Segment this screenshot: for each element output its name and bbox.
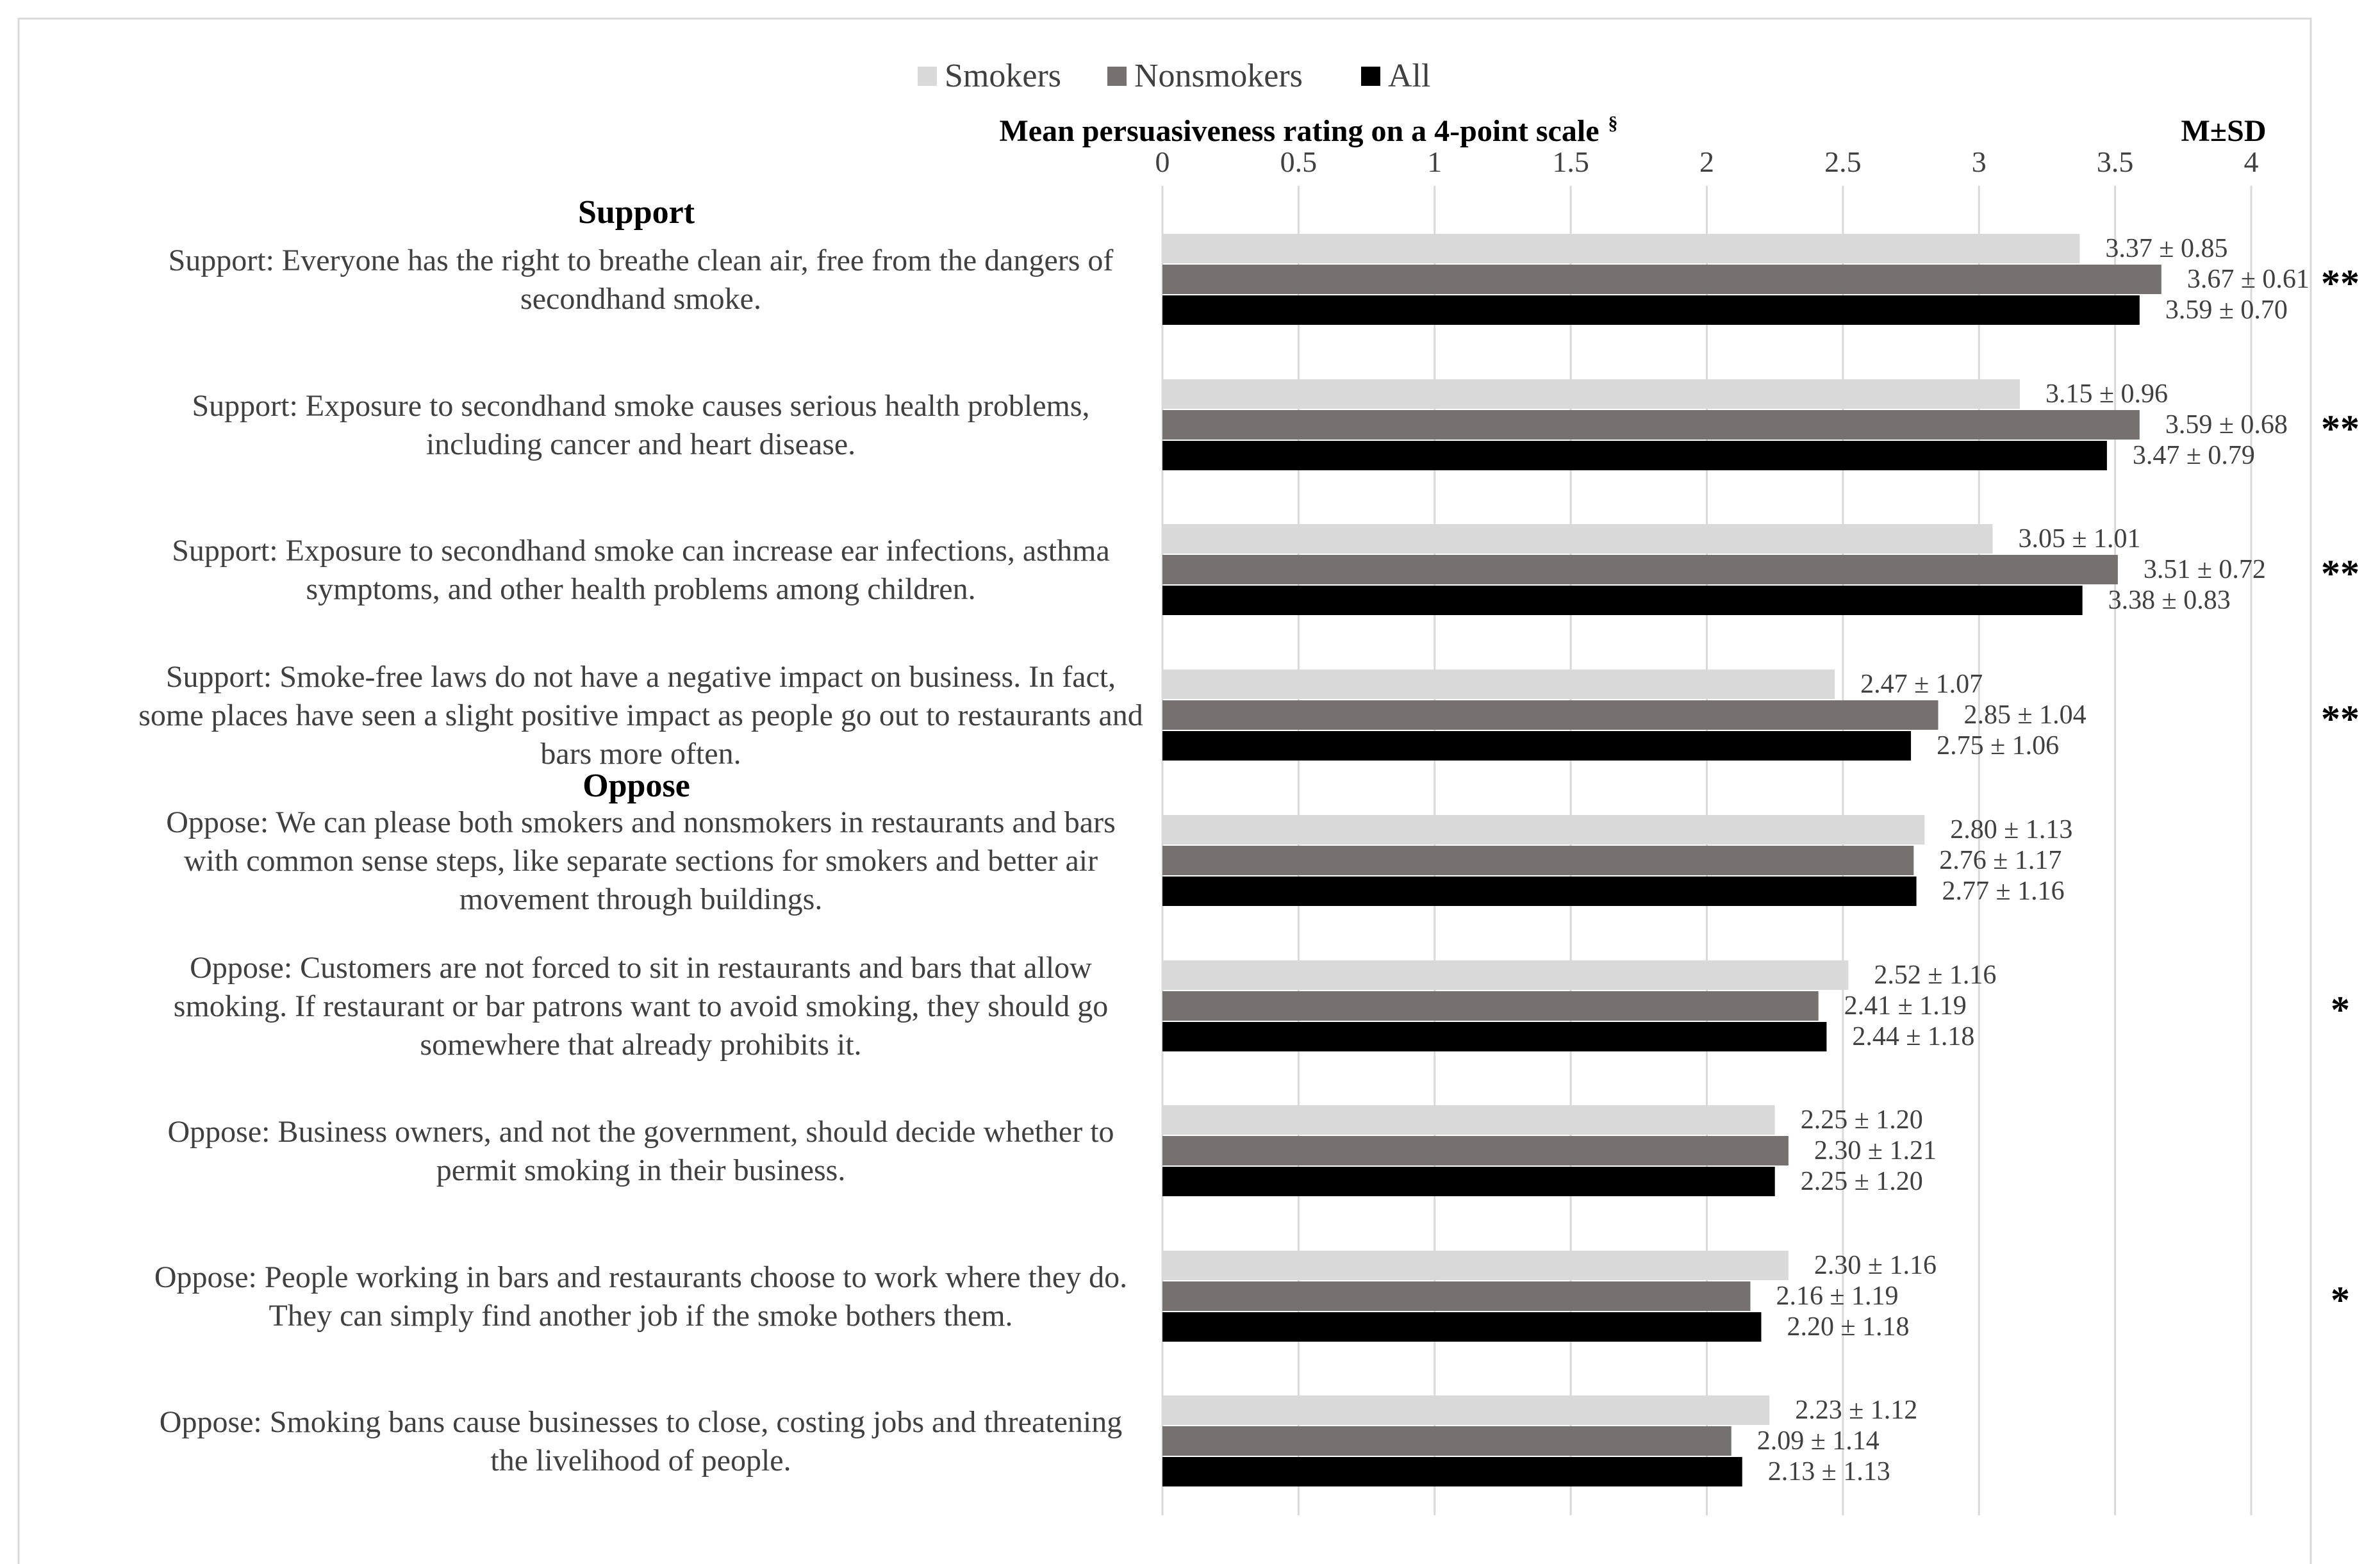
section-header: Support — [577, 194, 695, 231]
data-label: 3.67 ± 0.61 — [2186, 265, 2310, 294]
category-label: Oppose: We can please both smokers and nonsmokers in restaurants and bars with common sense steps, like separate sections for smokers and better air movement through buildings. — [166, 805, 1116, 916]
legend-label: All — [1388, 58, 1431, 94]
bar-nonsmokers — [1162, 1136, 1789, 1165]
category-label: Support: Everyone has the right to breathe clean air, free from the dangers of secondhand smoke. — [168, 243, 1114, 316]
significance-marker: ** — [2321, 698, 2359, 740]
bar-all — [1162, 586, 2083, 615]
bar-all — [1162, 731, 1911, 761]
axis-title-superscript: § — [1608, 113, 1618, 134]
significance-markers — [2321, 262, 2359, 1321]
bar-all — [1162, 877, 1917, 906]
significance-marker: * — [2331, 1279, 2350, 1321]
bar-smokers — [1162, 234, 2079, 263]
data-label: 2.16 ± 1.19 — [1776, 1281, 1899, 1311]
data-label: 2.30 ± 1.16 — [1814, 1251, 1937, 1280]
significance-marker: ** — [2321, 262, 2359, 304]
data-label: 3.37 ± 0.85 — [2105, 234, 2228, 263]
bar-all — [1162, 441, 2107, 470]
significance-marker: ** — [2321, 407, 2359, 450]
data-label: 3.05 ± 1.01 — [2018, 524, 2141, 554]
data-label: 2.13 ± 1.13 — [1767, 1457, 1890, 1486]
bar-nonsmokers — [1162, 700, 1938, 730]
data-label: 2.30 ± 1.21 — [1814, 1136, 1937, 1165]
bar-smokers — [1162, 379, 2020, 409]
significance-marker: * — [2331, 989, 2350, 1031]
x-tick-label: 4 — [2244, 145, 2259, 178]
data-label: 2.20 ± 1.18 — [1787, 1312, 1910, 1342]
data-label: 3.47 ± 0.79 — [2132, 441, 2255, 470]
data-label: 2.23 ± 1.12 — [1795, 1395, 1918, 1425]
category-label: Oppose: People working in bars and restaurants choose to work where they do. They can simply find another job if the smoke bothers them. — [154, 1260, 1128, 1333]
bar-all — [1162, 1022, 1826, 1051]
data-label: 2.80 ± 1.13 — [1950, 815, 2073, 844]
x-tick-label: 0.5 — [1280, 145, 1318, 178]
data-label: 2.41 ± 1.19 — [1844, 991, 1967, 1021]
x-tick-label: 0 — [1155, 145, 1170, 178]
data-label: 2.52 ± 1.16 — [1874, 960, 1997, 990]
bar-nonsmokers — [1162, 846, 1913, 875]
bar-smokers — [1162, 960, 1848, 990]
bar-nonsmokers — [1162, 1281, 1750, 1311]
category-label: Oppose: Customers are not forced to sit in restaurants and bars that allow smoking. If restaurant or bar patrons want to avoid smoking, they should go somewhere that already prohibits it. — [173, 951, 1109, 1062]
bar-smokers — [1162, 815, 1924, 844]
bar-nonsmokers — [1162, 410, 2140, 440]
category-label: Support: Smoke-free laws do not have a negative impact on business. In fact, some places have seen a slight positive impact as people go out to restaurants and bars more often. — [138, 660, 1143, 771]
data-label: 2.25 ± 1.20 — [1800, 1167, 1923, 1196]
value-label-header: M±SD — [2181, 114, 2267, 148]
significance-marker: ** — [2321, 552, 2359, 595]
bar-all — [1162, 1457, 1742, 1486]
data-label: 2.77 ± 1.16 — [1942, 877, 2065, 906]
data-label: 3.51 ± 0.72 — [2143, 555, 2266, 584]
data-label: 3.59 ± 0.68 — [2165, 410, 2288, 440]
axis-title: Mean persuasiveness rating on a 4-point scale § — [999, 113, 1618, 148]
bar-all — [1162, 295, 2140, 325]
legend-swatch — [1361, 67, 1380, 86]
data-label: 3.59 ± 0.70 — [2165, 295, 2288, 325]
x-tick-label: 3 — [1971, 145, 1987, 178]
bar-nonsmokers — [1162, 555, 2118, 584]
bar-smokers — [1162, 1395, 1769, 1425]
category-label: Oppose: Business owners, and not the government, should decide whether to permit smoking in their business. — [167, 1115, 1114, 1187]
bar-all — [1162, 1312, 1761, 1342]
data-label: 2.85 ± 1.04 — [1963, 700, 2087, 730]
data-label: 2.47 ± 1.07 — [1860, 670, 1983, 699]
category-label: Support: Exposure to secondhand smoke can increase ear infections, asthma symptoms, and other health problems among children. — [172, 534, 1110, 606]
data-label: 3.15 ± 0.96 — [2045, 379, 2169, 409]
legend-label: Smokers — [945, 58, 1061, 94]
category-label: Support: Exposure to secondhand smoke causes serious health problems, including cancer and heart disease. — [192, 389, 1090, 461]
x-tick-label: 2 — [1699, 145, 1714, 178]
bar-smokers — [1162, 1251, 1789, 1280]
legend-swatch — [918, 67, 937, 86]
category-label: Oppose: Smoking bans cause businesses to close, costing jobs and threatening the livelihood of people. — [159, 1405, 1123, 1478]
bar-smokers — [1162, 524, 1992, 554]
data-label: 2.44 ± 1.18 — [1852, 1022, 1975, 1051]
bar-nonsmokers — [1162, 265, 2161, 294]
legend-swatch — [1107, 67, 1127, 86]
bar-smokers — [1162, 1105, 1775, 1135]
x-tick-label: 1 — [1427, 145, 1442, 178]
section-header: Oppose — [583, 768, 690, 804]
data-label: 2.25 ± 1.20 — [1800, 1105, 1923, 1135]
x-tick-label: 2.5 — [1824, 145, 1862, 178]
bar-nonsmokers — [1162, 991, 1819, 1021]
data-label: 2.75 ± 1.06 — [1937, 731, 2060, 761]
bar-nonsmokers — [1162, 1426, 1731, 1456]
data-label: 2.76 ± 1.17 — [1939, 846, 2062, 875]
x-tick-label: 1.5 — [1552, 145, 1589, 178]
legend-label: Nonsmokers — [1134, 58, 1303, 94]
data-label: 2.09 ± 1.14 — [1756, 1426, 1880, 1456]
x-tick-label: 3.5 — [2096, 145, 2134, 178]
bar-smokers — [1162, 670, 1835, 699]
data-label: 3.38 ± 0.83 — [2108, 586, 2231, 615]
bar-all — [1162, 1167, 1775, 1196]
